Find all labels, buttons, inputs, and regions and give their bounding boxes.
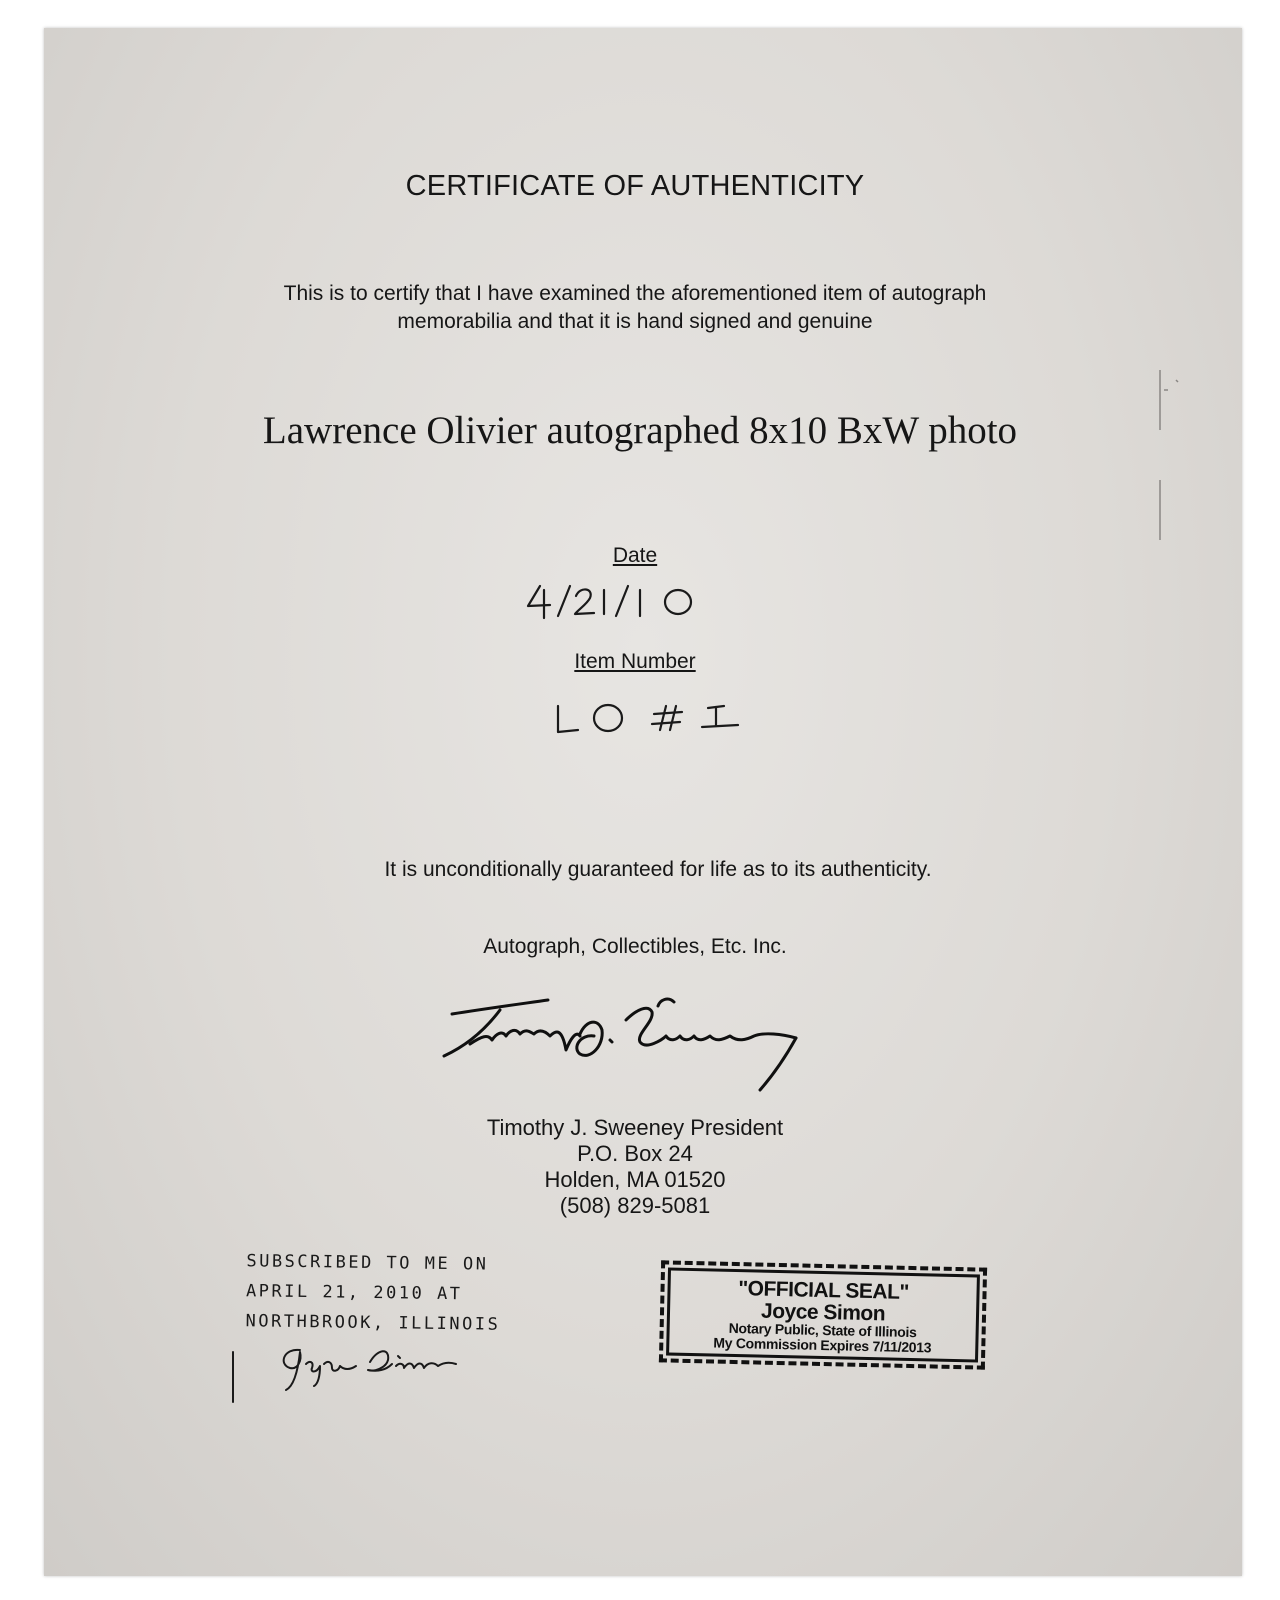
president-signature xyxy=(430,990,820,1100)
notary-handwritten-note xyxy=(245,1246,501,1340)
contact-name-title: Timothy J. Sweeney President xyxy=(486,1115,784,1140)
official-notary-seal xyxy=(659,1260,987,1369)
notary-note-line-2: APRIL 21, 2010 AT xyxy=(245,1281,463,1305)
edge-marks-decoration xyxy=(1150,360,1190,560)
handwritten-date xyxy=(520,580,710,624)
notary-signature xyxy=(228,1340,478,1410)
certificate-paper xyxy=(44,28,1242,1576)
contact-block xyxy=(0,1115,1270,1219)
notary-note-line-3: NORTHBROOK, ILLINOIS xyxy=(245,1311,501,1335)
guarantee-statement: It is unconditionally guaranteed for life as to its authenticity. xyxy=(384,858,932,881)
certification-line-1: This is to certify that I have examined the aforementioned item of autograph xyxy=(283,282,987,305)
item-number-label: Item Number xyxy=(574,650,696,673)
seal-line-1: "OFFICIAL SEAL" xyxy=(737,1277,910,1304)
date-label: Date xyxy=(612,544,658,567)
notary-note-line-1: SUBSCRIBED TO ME ON xyxy=(246,1251,489,1275)
seal-line-3: Notary Public, State of Illinois xyxy=(728,1319,917,1341)
company-name: Autograph, Collectibles, Etc. Inc. xyxy=(483,935,787,958)
contact-city: Holden, MA 01520 xyxy=(544,1167,726,1192)
certification-statement xyxy=(0,280,1270,336)
document-title: CERTIFICATE OF AUTHENTICITY xyxy=(405,170,865,202)
contact-phone: (508) 829-5081 xyxy=(559,1193,711,1218)
seal-line-2: Joyce Simon xyxy=(760,1299,886,1326)
seal-line-4: My Commission Expires 7/11/2013 xyxy=(713,1334,932,1356)
item-description: Lawrence Olivier autographed 8x10 BxW photo xyxy=(262,409,1018,452)
certification-line-2: memorabilia and that it is hand signed and genuine xyxy=(397,310,873,333)
contact-po-box: P.O. Box 24 xyxy=(577,1141,693,1166)
handwritten-item-number xyxy=(548,698,748,744)
